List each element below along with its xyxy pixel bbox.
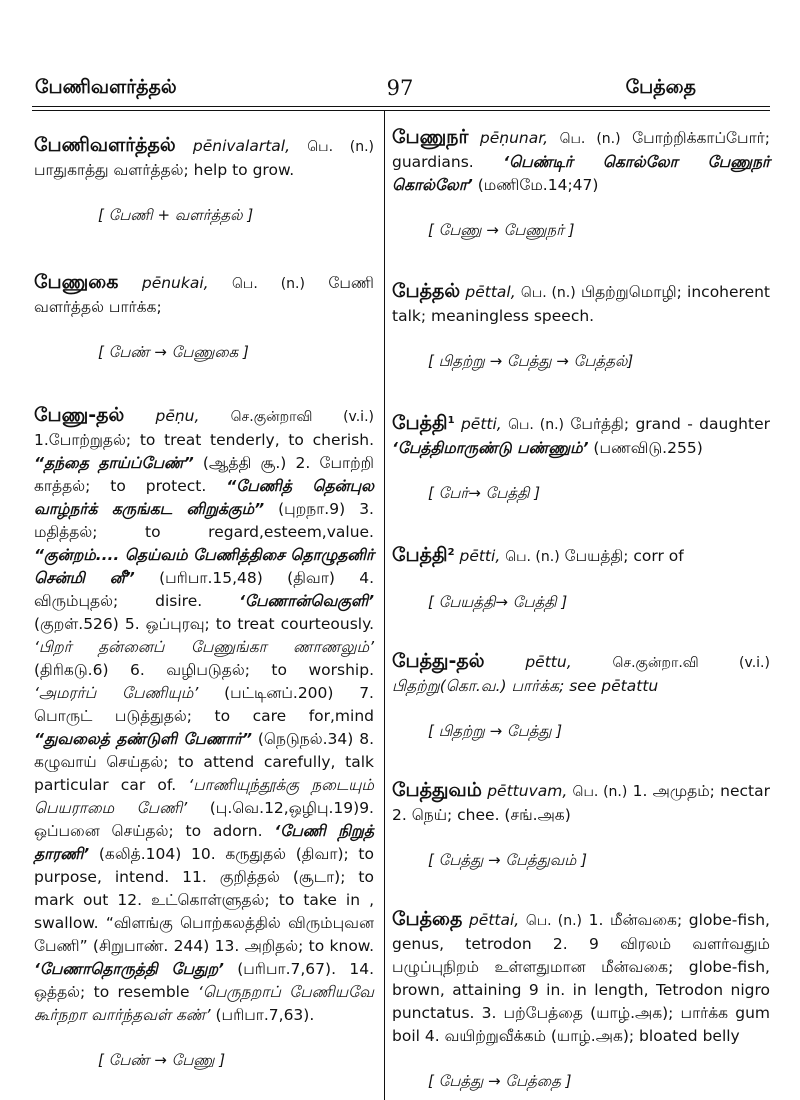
transliteration: pētti, — [460, 415, 502, 434]
grammar-label: பெ. (n.) — [520, 285, 576, 301]
headword: பேத்தி — [392, 544, 448, 567]
headword: பேத்தி — [392, 412, 448, 435]
grammar-label: பெ. (n.) — [525, 913, 582, 930]
header-right-guide-word: பேத்தை — [625, 76, 696, 98]
quotation: ‘பேணி நிறுத் தாரணி’ — [34, 822, 374, 863]
transliteration: pēnukai, — [141, 274, 209, 292]
definition-text: (ஆத்தி சூ.) 2. போற்றி காத்தல்; to protect. — [34, 454, 374, 495]
grammar-label: பெ. (n.) — [559, 131, 621, 147]
grammar-label: பெ. (n.) — [572, 784, 628, 801]
transliteration: pēṇu, — [155, 407, 200, 425]
definition-text: (குறள்.526) 5. ஒப்புரவு; to treat courteously. — [34, 615, 374, 633]
definition-text: (பணவிடு.255) — [588, 439, 703, 458]
header-left-guide-word: பேணிவளர்த்தல் — [35, 76, 177, 98]
etymology: [ பிதற்று → பேத்து ] — [428, 722, 563, 741]
dictionary-entry — [392, 126, 770, 242]
header-rule — [32, 106, 770, 107]
definition: பாதுகாத்து வளர்த்தல்; help to grow. — [34, 161, 295, 179]
grammar-label: செ.குன்றாவி (v.i.) — [230, 409, 374, 425]
definition-text: 1.போற்றுதல்; to treat tenderly, to cherish. — [34, 431, 374, 449]
transliteration: pētti, — [459, 547, 501, 566]
quotation: “பேணித் தென்புல வாழ்நர்க் கருங்கட னிறுக்கும்” — [34, 477, 374, 518]
definition-text: போற்றிக்காப்போர்; guardians. — [392, 129, 771, 171]
dictionary-entry — [392, 908, 770, 1093]
dictionary-entry — [392, 541, 770, 614]
left-column — [34, 120, 374, 1072]
transliteration: pēttai, — [468, 911, 520, 930]
quotation: ‘பேத்திமாருண்டு பண்ணும்’ — [392, 439, 589, 458]
definition-text: பேர்த்தி; grand - daughter — [570, 415, 770, 434]
dictionary-entry — [392, 650, 770, 743]
etymology: [ பேர்→ பேத்தி ] — [428, 484, 541, 503]
definition-text: (பரிபா.15,48) (திவா) 4. விரும்புதல்; disire. — [34, 569, 374, 610]
transliteration: pēnivalartal, — [192, 137, 291, 155]
definition: பேணி வளர்த்தல் பார்க்க; — [34, 274, 374, 316]
etymology: [ பேத்து → பேத்தை ] — [428, 1072, 572, 1091]
etymology: [ பிதற்று → பேத்து → பேத்தல்] — [428, 352, 634, 370]
headword: பேத்தல் — [392, 280, 461, 302]
quotation: “தந்தை தாய்ப்பேண்” — [34, 454, 194, 472]
header-rule-second — [32, 110, 770, 111]
etymology: [ பேத்து → பேத்துவம் ] — [428, 851, 587, 870]
etymology: [ பேணு → பேணுநர் ] — [428, 221, 575, 239]
quotation: “துவலைத் தண்டுளி பேணார்” — [34, 730, 252, 748]
headword: பேத்துவம் — [392, 779, 482, 802]
quotation: ‘பிறர் தன்னைப் பேணுங்கா ணாணலும்’ — [34, 638, 374, 656]
quotation: ‘பெண்டிர் கொல்லோ பேணுநர் கொல்லோ’ — [392, 153, 770, 194]
definition: 1. அமுதம்; nectar 2. நெய்; chee. (சங்.அக) — [392, 782, 770, 825]
headword: பேத்தை — [392, 908, 463, 931]
transliteration: pēttuvam, — [487, 782, 568, 801]
grammar-label: பெ. (n.) — [505, 549, 560, 566]
definition-text: (பட்டினப்.200) 7. பொருட் படுத்துதல்; to care for,mind — [34, 684, 374, 725]
etymology: [ பேண் → பேணு ] — [98, 1051, 226, 1069]
headword: பேணுகை — [34, 271, 119, 293]
dictionary-entry — [392, 779, 770, 872]
quotation: ‘பெருநறாப் பேணியவே கூர்நறா வார்ந்தவள் கண்’ — [34, 983, 374, 1024]
dictionary-entry — [34, 404, 374, 1072]
definition-text: (மணிமே.14;47) — [472, 176, 599, 194]
right-column — [392, 120, 770, 1093]
dictionary-entry — [392, 409, 770, 505]
grammar-label: பெ. (n.) — [232, 276, 305, 292]
transliteration: pēttal, — [465, 283, 516, 301]
grammar-label: பெ. (n.) — [508, 417, 565, 434]
definition: பிதற்றுமொழி; incoherent talk; meaningless speech. — [392, 283, 771, 325]
transliteration: pēttu, — [525, 653, 572, 672]
quotation: “குன்றம்.... தெய்வம் பேணித்திசை தொழுதனிர் சென்மி னீ” — [34, 546, 374, 587]
etymology: [ பேயத்தி→ பேத்தி ] — [428, 593, 568, 612]
headword: பேணு-தல் — [34, 404, 125, 426]
grammar-label: செ.குன்றா.வி (v.i.) — [612, 655, 770, 672]
page-number: 97 — [386, 76, 414, 100]
definition-text: பிதற்று(கொ.வ.) பார்க்க; see pētattu — [392, 677, 659, 696]
dictionary-entry — [34, 271, 374, 364]
definition-text: (திரிகடு.6) 6. வழிபடுதல்; to worship. — [34, 661, 374, 679]
homograph-number: 2 — [447, 547, 455, 559]
quotation: ‘பாணியுந்தூக்கு நடையும் பெயராமை பேணி’ — [34, 776, 375, 817]
column-divider — [384, 110, 385, 1100]
definition-text: (பரிபா.7,67). 14. ஒத்தல்; to resemble — [34, 960, 374, 1001]
definition: 1. மீன்வகை; globe-fish, genus, tetrodon 2. 9 விரலம் வளர்வதும் பழுப்புநிறம் உள்ளதுமான மீன்வகை; globe-fish, brown, attaining 9 in. in length, Tetrodon nigro punctatus. 3. பற்பேத்தை (யாழ்.அக); பார்க்க gum boil 4. வயிற்றுவீக்கம் (யாழ்.அக); bloated belly — [392, 911, 770, 1046]
definition-text: (புறநா.9) 3. மதித்தல்; to regard,esteem,value. — [34, 500, 374, 541]
dictionary-entry — [34, 134, 374, 227]
headword: பேணிவளர்த்தல் — [34, 134, 176, 156]
etymology: [ பேண் → பேணுகை ] — [98, 343, 249, 361]
definition-text: (கலித்.104) 10. கருதுதல் (திவா); to purpose, intend. 11. குறித்தல் (சூடா); to mark out 12. உட்கொள்ளுதல்; to take in , swallow. “விளங்கு பொற்கலத்தில் விரும்புவன பேணி” (சிறுபாண். 244) 13. அறிதல்; to know. — [34, 845, 374, 955]
definition-text: (பு.வெ.12,ஒழிபு.19)9. ஒப்பனை செய்தல்; to adorn. — [34, 799, 374, 840]
dictionary-entry — [392, 280, 770, 373]
definition-text: (பரிபா.7,63). — [210, 1006, 315, 1024]
headword: பேணுநர் — [392, 126, 469, 148]
definition-text: (நெடுநல்.34) 8. கழுவாய் செய்தல்; to attend carefully, talk particular car of. — [34, 730, 374, 794]
grammar-label: பெ. (n.) — [307, 139, 374, 155]
quotation: ‘அமரர்ப் பேணியும்’ — [34, 684, 199, 702]
etymology: [ பேணி + வளர்த்தல் ] — [98, 206, 254, 224]
definition: பேயத்தி; corr of — [564, 547, 684, 566]
homograph-number: 1 — [447, 415, 455, 426]
transliteration: pēṇunar, — [479, 129, 549, 147]
headword: பேத்து-தல் — [392, 650, 485, 673]
quotation: ‘பேணாதொருத்தி பேதுற’ — [34, 960, 224, 978]
quotation: ‘பேணான்வெகுளி’ — [239, 592, 374, 610]
